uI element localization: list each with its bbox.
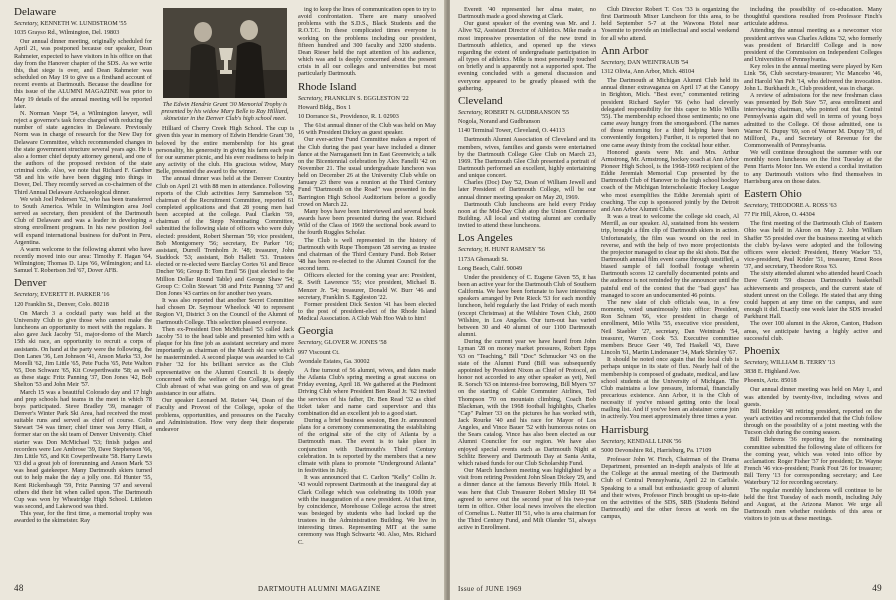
column-3 [298, 6, 436, 566]
page-number: 48 [14, 583, 24, 593]
paragraph: Our ever-active Fund Committee makes a report of the Club during the past year have included a dinner dance at the Narragansett Inn in East Greenwich; a talk on the Bicentennial celebration by Alex Fanelli '42 on November 21. The usual undergraduate luncheon was held on December 26 at the University Club while on January 23 there was a reunion at the Third Century Fund "Dartmouth on the Road" was presented in the Barrington High School Auditorium before a goodly crowd on March 22. [298, 136, 436, 208]
paragraph: During a brief business session, Ben Jr. announced plans for a ceremony commemorating the establishing of the original site of the city of Atlanta by a Dartmouth man. The event is to take place in conjunction with Dartmouth's Third Century celebration. In is reported by the members that a new climate with plans to promote "Underground Atlanta" in festivities in July. [298, 416, 436, 475]
byline: Secretary, GLOVER W. JONES '58 [298, 339, 387, 347]
trophy-photo-image [163, 8, 287, 98]
paragraph: Key roles in the annual meeting were played by Ken Link '56, Club secretary-treasurer; Vic Mancebo '46, and Harold Van Pelt '14, who delivered the invocation. John L. Burkhardt Jr., Club president, was in charge. [744, 63, 882, 92]
address: 5000 Devonshire Rd., Harrisburg, Pa. 17109 [601, 446, 712, 454]
column-1 [14, 6, 152, 566]
address: Nogola, Norand and Gudbranson [458, 118, 541, 126]
byline: Secretary, DAN WEINTRAUB '54 [601, 58, 689, 66]
page-number: 49 [872, 583, 882, 593]
paragraph: The regular monthly luncheons will continue to be held the first Tuesday of each month, including July and August, at the Arizona Manor. We urge all Dartmouth men whether residents of this area or visitors to join us at these meetings. [744, 486, 882, 523]
paragraph: The 61st annual dinner of the Club was held on May 16 with President Dickey as guest speaker. [298, 122, 436, 137]
paragraph: March 15 was a beautiful Colorado day and 17 high and prep schools had teams in the meet in which 78 boys participated. Steve Bradley '39, manager of Denver's Winter Park Ski Area, had received the most suitable runs and served as chief of course. Colin Stewart '34 was timer; chief timer was Jerry Hiatt, a former star on the ski team of Denver University. Chief starter was Don McMichael '53; finish judges and recorders were Lee Ambrose '39, Dave Stephenson '66, Jim Little '65, and Kit Cowperthwaite '58. Harry Lewis '03 did a great job of forerunning and Anson Mark '53 was head gatekeeper. Many Dartmouth skiers turned out to help make the day a jolly one. Ed Hunter '55, Kent Rickenbaugh '59, Fritz Panning '37 and several others did their bit when called upon. The Dartmouth Cup was won by Wheatridge High School. Littleton was second, and Lakewood was third. [14, 388, 152, 510]
section-heading-cleveland: Cleveland [458, 94, 503, 107]
byline: Secretary, EVERETT H. PARKER '16 [14, 291, 110, 299]
address: Long Beach, Calif. 90049 [458, 264, 523, 272]
right-footer [872, 584, 882, 594]
paragraph: Our guest speaker of the evening was Mr. and J. Alive '62, Assistant Director of Athletics. Mike made a most impressive presentation of the new trend in Dartmouth athletics, and opened up the views regarding the extent of undergraduate participation in all types of athletics. Mike is most personally touched on briefly and is apparently not a supported spot. The evening concluded with a general discussion and everyone appeared to be greatly pleased with the gathering. [458, 20, 596, 92]
right-page [450, 0, 896, 600]
paragraph: ing to keep the lines of communication open to try to avoid confrontation. There are many unsolved problems with the S.D.S., Black Students and the R.O.T.C. In these complicated times everyone is working on the problems including our president, fifteen hundred and 300 faculty and 3200 students. Dean Rieser held the rapt attention of his audience, which was and is deeply concerned about the present crisis in all our colleges and universities but most particularly Dartmouth. [298, 6, 436, 78]
address: 997 Viscount Ct. [298, 348, 340, 356]
paragraph: Our speaker Leonard M. Reiser '44, Dean of the Faculty and Provost of the College, spoke of the problems, opportunities, and pressures on the Faculty and Administration. How very deep their desperate endeavor [156, 397, 294, 433]
byline: Secretary, H. HUNT RAMSEY '56 [458, 246, 545, 254]
paragraph: It was a treat to welcome the college ski coach, Al Merrill, as our speaker. Al, sustained from his western trip, brought a film clip of Dartmouth skiers in action. Unfortunately, the film was wound on the reel in reverse, and with the help of two more projectionists the projector managed to clear up the ski shots. But the Dartmouth annual film event came through unstifled, a biased sample of fall football footage wherein Dartmouth scores 12 carefully documented points and the audience is not reminded by the announcer until the painful end of the contest that the "bad guys" has managed to score an undocumented 46 points. [601, 213, 739, 299]
paragraph: A review of admissions for the new freshman class was presented by Bob Stav '57, area enrollment and interviewing chairman, who pointed out that Central Pennsylvania again did well in terms of young boys admitted to the College. Of those admitted, one is Warner N. Dupuy '69, son of Warner M. Dupuy '39, of Millford, Pa., and Secretary of Revenue for the Commonwealth of Pennsylvania. [744, 91, 882, 149]
paragraph: Dartmouth Alumni Association of Cleveland and its members, wives, families and guests were entertained by the Dartmouth College Glee Club on March 23, 1969. The Dartmouth Glee Club presented a portrait of Dartmouth performed an excellent, highly entertaining and unique concert. [458, 136, 596, 180]
paragraph: Officers elected for the coming year are: President, R. Swift Lawrence '55; vice president, Michael B. Menzer Jr. '54; treasurer, Donald W. Burr '46 and secretary, Franklin S. Eggleston '22. [298, 272, 436, 301]
paragraph: The Club is well represented in the history of Dartmouth with Rupe Thompson '28 serving as trustee and chairman of the Third Century Fund. Bob Reiser '48 has been re-elected to the Alumni Council for the second term. [298, 236, 436, 273]
section-heading-delaware: Delaware [14, 6, 57, 18]
paragraph: Our annual dinner meeting was held on May 1, and was attended by twenty-five, including wives and guests. [744, 386, 882, 408]
paragraph: The over 100 alumni in the Akron, Canton, Hudson areas, we anticipate having a highly active and successful club. [744, 320, 882, 342]
paragraph: The annual dinner was held at the Denver Country Club on April 21 with 88 men in attendance. Following reports of the Club activities Jerry Sammelson '55, chairman of the Recruitment Committee, reported 61 completed applications and that 28 young men had been accepted at the college. Paul Clarkin '59, chairman of the Stepp Nominating Committee, submitted the following slate of officers who were duly elected: president, Robert Sherman '59; vice president, Bob Montgomery '56; secretary, Ev Parker '16; assistant, Durrell Trenholm Jr. '48; treasurer, John Staddock '53; assistant, Bob Hallett '53. Trustees elected or re-elected were Barclay Cortes '61 and Bruce Dncher '66; Group B: Tom Emil '56 (just elected to the Million Dollar Round Table) and George Shaw '54; Group C: Colin Stewart '38 and Fritz Panning '37 and Don Jones '43 carries on for another two years. [156, 175, 294, 297]
magazine-title-footer: DARTMOUTH ALUMNI MAGAZINE [258, 585, 381, 593]
paragraph: The sixty attended alumni who attended heard Coach Dave Gavitt '59 discuss Dartmouth's basketball achievements and prospects, and the current state of student unrest on the College. He stated that any thing could happen at any time on the campus, and sure enough it did. Exactly one week later the SDS invaded Parkhurst Hall. [744, 270, 882, 321]
paragraph: N. Norman Vaspr '54, a Wilmington lawyer, will reject a governor's task force charged with reducing the number of state agencies in Delaware. Previously Norm was in charge of research for the New Day for Delaware Committee, which recommended changes in the state government structure several years ago. He is also a former chief deputy attorney general, and one of the authors of the proposed revision of the state criminal code. Also, we note that Richard F. Gardner '58 and his wife have been digging into things in Dover, Del. They recently served as co-chairmen of the Third Annual Delaware Archaeological dinner. [14, 109, 152, 196]
address: 120 Franklin St., Denver, Colo. 80218 [14, 300, 109, 308]
issue-date-footer: Issue of JUNE 1969 [458, 585, 522, 593]
paragraph: Dartmouth Club luncheons are held every Friday noon at the Mid-Day Club atop the Union Commerce Building. All local and visiting alumni are cordially invited to attend these luncheons. [458, 200, 596, 230]
paragraph: This year, for the first time, a memorial trophy was awarded to the skimeister. Ray [14, 510, 152, 525]
paragraph: Club Director Robert T. Cox '33 is organizing the first Dartmouth Mixer Luncheon for this area, to be held September 5-7 at the Wawona Hotel near Yosemite to provide an intellectual and social weekend for all who attend. [601, 6, 739, 42]
paragraph: Bill Behrens '36 reporting for the nominating committee submitted the following slate of officers for the coming year, which was voted into office by acclamation: Roger Fisher '37 for president; Dr. Wayne French '46 vice-president; Frank Fout '26 for treasurer; Bill Terry '13 for corresponding secretary; and Lee Waterbury '12 for recording secretary. [744, 436, 882, 487]
paragraph: On March 3 a cocktail party was held at the University Club to give those who cannot make the luncheons an opportunity to meet with the regulars. It also gave Jack Jacoby '51, major-domo of the March 15th ski race, an opportunity to recruit a corps of assistants. On hand at the party were the following, the Don Lanes '36, Len Johnson '41, Anson Marks '53, Joe Morelli '62, Jim Little '65, Pete Fuchs '65, Pete Walton '65, Don Schwarz '65, Kit Cowperthwaite '58; as well as these stags: Fritz Panning '37, Don Jones '42, Bob Shelton '53 and John Meir '57. [14, 309, 152, 389]
paragraph: During the current year we have heard from John Lyman '28 on money market pressures, Robert Epps '63 on "Teaching," Bill "Doc" Schmucker '43 on the state of the Alumni Fund (Bill was subsequently appointed by President Nixon as Chief of Protocol, an honor not accorded to any other speaker as yet), Neil R. Sorsch '63 on interest-free borrowing, Bill Myers '37 on the starting of Cable Commuter Airlines, Ted Thompson '70 on mountain climbing, Coach Bob Blackman, with the 1968 football highlights, Charles "Cap" Palmer '33 on the pictures he has worked with, Jack Rourke '40 and his race for Mayor of Los Angeles, and Vince Bauer '52 with humorous notes on the Sears catalog. Vince has also been elected as our Alumni Councilor for our region. We have also enjoyed special events such as Dartmouth Night at Schlitz Brewery and Dartmouth Day at Santa Anita, which raised funds for our Club Scholarship Fund. [458, 338, 596, 467]
paragraph: We wish Joel Pedersen '62, who has been transferred to South America. While in Wilmington area Joel served as secretary, then president of the Dartmouth Club of Delaware and was a leader in developing a strong enrollment program. In his new position Joel will expand international business for duPont in Peru, Argentina. [14, 195, 152, 246]
paragraph: We will continue throughout the summer with our monthly noon luncheons on the first Tuesday at the Penn Harris Motor Inn. We extend a cordial invitation to any Dartmouth visitors who find themselves in Harrisburg area on those dates. [744, 149, 882, 185]
section-heading-denver: Denver [14, 277, 47, 290]
section-heading-ann-arbor: Ann Arbor [601, 44, 649, 57]
section-heading-rhode-island: Rhode Island [298, 80, 357, 93]
paragraph: A warm welcome to the following alumni who have recently moved into our area: Timothy F. Hagan '64, Wilmington; Thomas D. Lips '66, Wilmington; and Lt. Samuel T. Robertson 3rd '67, Dover AFB. [14, 245, 152, 275]
byline: Secretary, ROBERT N. GUDBRANSON '55 [458, 108, 570, 116]
paragraph: Attending the annual meeting as a newcomer vice president arrives was Charles Adkins '32, who formerly was president of Briarcliff College and is now president of the Commission on Independent Colleges and Universities of Pennsylvania. [744, 27, 882, 64]
paragraph: Our March luncheon meeting was highlighted by a visit from retiring President John Sloan Dickey '29, and a dinner dance at the famous Beverly Hills Hotel. It was here that Club Treasurer Robert Mixley III '64 agreed to serve out the second year of his two-year term in office. Other local news involves the election of Cornelius L. Nutter III '51, who is area chairman for the Third Century Fund, and Milt Olander '51, always active in Enrollment. [458, 467, 596, 532]
left-footer [14, 584, 24, 594]
paragraph: Many boys have been interviewed and several book awards have been presented during the year. Richard Wild of the Class of 1969 the sectional book award to the fourth Ruggles Scholar. [298, 207, 436, 237]
section-heading-eastern-ohio: Eastern Ohio [744, 187, 802, 200]
section-heading-harrisburg: Harrisburg [601, 423, 649, 436]
paragraph: It should be noted once again that the local club is perhaps unique in its state of flux. Nearly half of the membership is composed of graduate, medical, and law school students at the University of Michigan. The Club maintains a low pressure, informal, financially precarious existence. Ann Arbor, it is the Club of necessity if you've missed getting onto the local mailing list. And if you've been an abstainer come join in actively. You meet approximately three times a year. [601, 356, 739, 421]
address: 77 Fir Hill, Akron, O. 44304 [744, 211, 815, 219]
address: 1312 Olivia, Ann Arbor, Mich. 48104 [601, 67, 695, 75]
paragraph: Professor John W. Finch, Chairman of the Drama Department, presented an in-depth analysis of life at the College at the annual meeting of the Dartmouth Club of Central Pennsylvania, April 22 in Carlisle. Speaking to a small but enthusiastic group of alumni and their wives, Professor Finch brought us up-to-date on the activities of the SDS, SRB (Students Behind Dartmouth) and the other forces at work on the campus, [601, 455, 739, 521]
paragraph: Charles (Doc) Day '52, Dean of William Jewell and later President of Dartmouth College, will be our annual dinner meeting speaker on May 20, 1969. [458, 179, 596, 201]
section-heading-georgia: Georgia [298, 325, 334, 338]
paragraph: Under the presidency of C. Eugene Given '55, it has been an active year for the Dartmouth Club of Southern California. We have been fortunate to have interesting speakers arranged by Pete Rieck '53 for each monthly luncheon, held regularly the last Friday of each month (except Christmas) at the Wilshire Town Club, 2600 Wilshire, in Los Angeles. Our turn-out has varied between 30 and 40 alumni of our 1100 Dartmouth alumni. [458, 273, 596, 339]
paragraph: It was also reported that another Secret Committee had chosen Dr. Seymour Wheelock '40 to represent Region VI, District 3 on the Council of the Alumni of Dartmouth College. This selection pleased everyone. [156, 297, 294, 326]
column-6 [744, 6, 882, 566]
paragraph: Bill Brinkley '48 retiring president, reported on the year's activities and recommended that the Club follow through on the possibility of a joint meeting with the Tucson club during the coming season. [744, 407, 882, 437]
paragraph: The Dartmouth at Michigan Alumni Club held its annual dinner extravaganza on April 17 at the Canopy in Brighton, Mich. "Best ever," commented retiring president Richard Sayler '66 (who had cleverly delegated responsibility for this caper to Milo Willis '55). The membership echoed those sentiments; no one came away hungry from the smorgasbord. (The names of those returning for a third helping have been conveniently forgotten.) Further, it is reported that no one came away thirsty from the cocktail hour either. [601, 77, 739, 149]
paragraph: The new slate of club officials was, in a few moments, voted unanimously into office: President, Ron Schram '66, vice president in charge of enrollment, Milo Wilis '55, executive vice president, Neil Staebler '27, secretary, Dan Weintraub '54, treasurer, Warren Cook '53. Executive committee members Bruce Geer '49, Ted Haskell '43, Dave Lincoln '61, Martin Lindenauer '34, Mark Shrinley '67. [601, 298, 739, 357]
address: 10 Dorrance St., Providence, R. I. 02903 [298, 112, 399, 120]
section-heading-los-angeles: Los Angeles [458, 232, 513, 245]
left-page [0, 0, 446, 600]
address: 3838 E. Highland Ave. [744, 368, 801, 376]
paragraph: Everett '40 represented her alma mater, no Dartmouth made a good showing at Clark. [458, 6, 596, 21]
address: Howard Bldg., Box 1 [298, 103, 352, 111]
address: 1173A Ghenaudi St. [458, 255, 509, 263]
byline: Secretary, KENNETH W. LUNDSTROM '55 [14, 20, 127, 27]
section-heading-phoenix: Phoenix [744, 344, 781, 357]
paragraph: Hilliard of Cherry Creek High School. The cup is given this year in memory of Edwin Hendrie Grant '30, beloved by the entire membership for his great personality, his generosity in giving his farm each year for our summer picnic, and his ever readiness to help in any activity of the club. His gracious widow, Mary Belle, presented the award to the winner. [156, 125, 294, 176]
paragraph: Honored guests were Mr. and Mrs. Arthur Armstrong, Mr. Armstrong, hockey coach at Ann Arbor Pioneer High School, is the 1968-1969 recipient of the Eddie Jeremiah Memorial Cup presented by the Dartmouth Club of Hanover to the high school hockey coach of the Michigan Interscholastic Hockey League who most exemplifies the Eddie Jeremiah spirit of coaching. The cup is sponsored jointly by the Detroit and Ann Arbor Alumni Clubs. [601, 148, 739, 213]
byline: Secretary, WILLIAM B. TERRY '13 [744, 358, 835, 366]
paragraph: The first meeting of the Dartmouth Club of Eastern Ohio was held in Akron on May 2. John William Shaffer '55 presided over the business meeting at which the club's by-laws were adopted and the following officers were elected: President, Henry Wacker '53, vice-president, Paul Krider '51, treasurer, Ernst Roos '37, and secretary, Theodore Ross '63. [744, 220, 882, 271]
photo-caption: The Edwin Hendrie Grant '30 Memorial Trophy is presented by his widow Mary Belle to Ray Hilliard, skimeister in the Denver Club's high school meet. [161, 101, 289, 123]
address: Phoenix, Ariz. 85018 [744, 377, 797, 385]
byline: Secretary, FRANKLIN S. EGGLESTON '22 [298, 94, 409, 102]
paragraph: Then ex-President Don McMichael '53 called Jack Jacoby '51 to the head table and presented him with a plaque for his fine job as assistant secretary and more importantly as chairman of the March ski race which he masterminded. A second plaque was awarded to Cal Fisher '32 for his brilliant service as the Club representative on the Alumni Council. It is deeply concerned with the welfare of the College, kept the Club abreast of what was going on and was of great assistance in our affairs. [156, 325, 294, 398]
column-2 [156, 6, 294, 566]
trophy-photo [163, 8, 287, 98]
column-5 [601, 6, 739, 566]
paragraph: Our annual dinner meeting, originally scheduled for April 21, was postponed because our speaker, Dean Rahmeier, expected to have visitors in his office on that day from the Hanover chapter of the SDS. As we write this, that siege is over, and Dean Rahmeier was scheduled on May 19 to give us a firsthand account of recent events at Dartmouth. Because the deadline for this issue of the ALUMNI MAGAZINE was prior to May 19 details of the annual meeting will be reported later. [14, 38, 152, 110]
paragraph: including the possibility of co-education. Many thoughtful questions resulted from Professor Finch's articulate address. [744, 6, 882, 28]
paragraph: A fine turnout of 56 alumni, wives, and dates made the Atlanta Club's spring meeting a great success on Friday evening, April 18. We gathered at the Piedmont Driving Club where President Ben Read Jr. '62 invited the services of his father, Dr. Ben Read '32 as chief ticket taker and name card supervisor and this combination did an excellent job to a good start. [298, 366, 436, 417]
address: 1035 Grayso Rd., Wilmington, Del. 19803 [14, 29, 120, 37]
byline: Secretary, THEODORE A. ROSS '63 [744, 201, 837, 209]
byline: Secretary, KENDALL LINK '56 [601, 437, 682, 445]
address: 1140 Terminal Tower, Cleveland, O. 44113 [458, 127, 565, 135]
column-4 [458, 6, 596, 566]
address: Avondale Estates, Ga. 30002 [298, 357, 370, 365]
paragraph: Former president Dick Sexton '41 has been elected to the post of president-elect of the Rhode Island Medical Association. A Club Wah Hoo Wah to him! [298, 300, 436, 323]
paragraph: It was announced that C. Carlton "Kelly" Collin Jr. '43 would represent Dartmouth at the inaugural day at Clark College which was celebrating its 100th year with the inauguration of a new president. At that time, by coincidence, Morehouse College across the street was besieged by students who had locked up the trustees in the Administration Building. We live in interesting times. Representing MIT at the same ceremony was Hugh Schwartz '40. Also, Mrs. Richard C. [298, 474, 436, 546]
